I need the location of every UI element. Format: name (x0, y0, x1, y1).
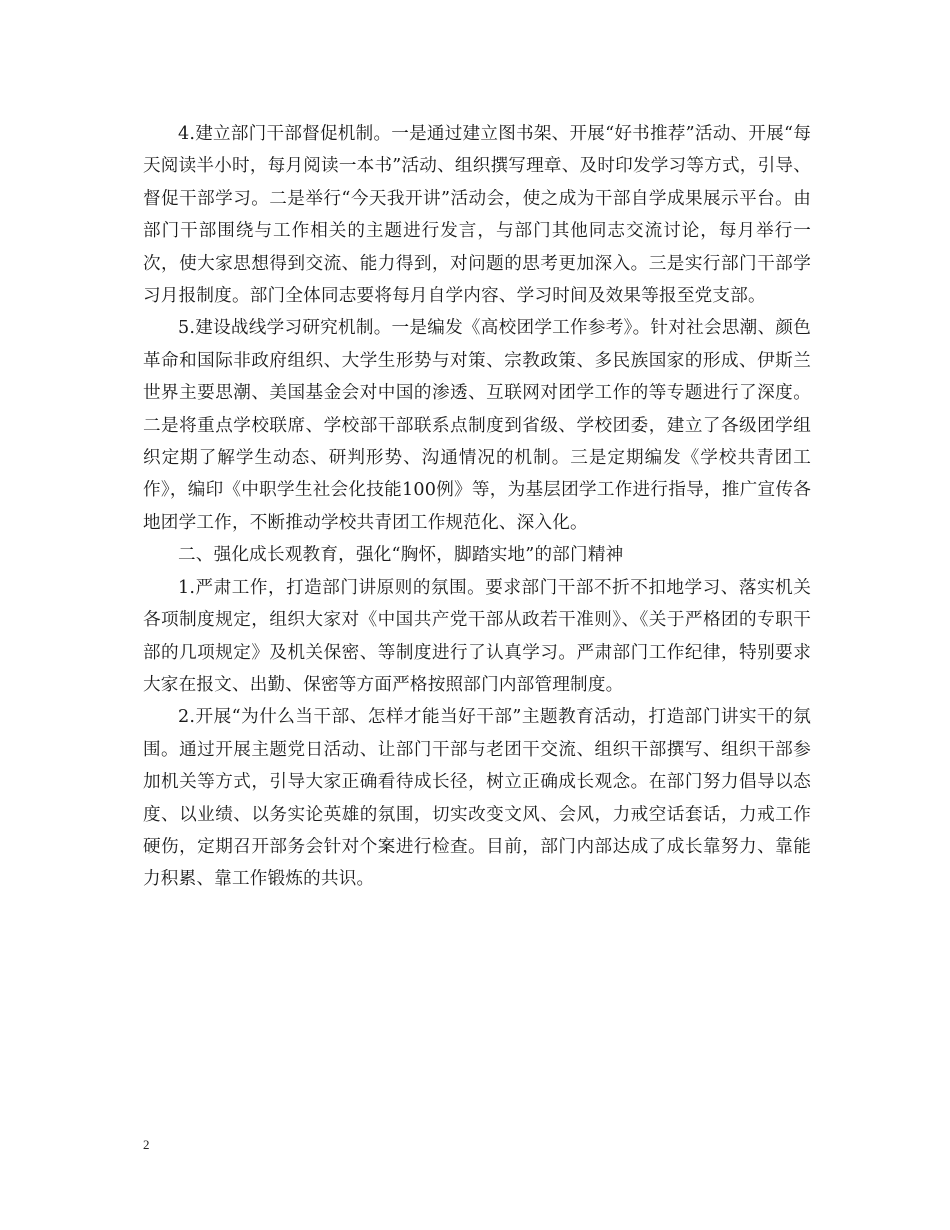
section-heading-growth-education: 二、强化成长观教育，强化“胸怀，脚踏实地”的部门精神 (178, 545, 624, 566)
document-body (143, 118, 811, 896)
paragraph-supervision-mechanism: 4.建立部门干部督促机制。一是通过建立图书架、开展“好书推荐”活动、开展“每天阅读半小时，每月阅读一本书”活动、组织撰写理章、及时印发学习等方式，引导、督促干部学习。二是举行“今天我开讲”活动会，使之成为干部自学成果展示平台。由部门干部围绕与工作相关的主题进行发言，与部门其他同志交流讨论，每月举行一次，使大家思想得到交流、能力得到，对问题的思考更加深入。三是实行部门干部学习月报制度。部门全体同志要将每月自学内容、学习时间及效果等报至党支部。 (143, 124, 811, 307)
page-number: 2 (143, 1137, 150, 1152)
paragraph-research-mechanism: 5.建设战线学习研究机制。一是编发《高校团学工作参考》。针对社会思潮、颜色革命和国际非政府组织、大学生形势与对策、宗教政策、多民族国家的形成、伊斯兰世界主要思潮、美国基金会对中国的渗透、互联网对团学工作的等专题进行了深度。二是将重点学校联席、学校部干部联系点制度到省级、学校团委，建立了各级团学组织定期了解学生动态、研判形势、沟通情况的机制。三是定期编发《学校共青团工作》，编印《中职学生社会化技能100例》等，为基层团学工作进行指导，推广宣传各地团学工作，不断推动学校共青团工作规范化、深入化。 (143, 318, 811, 533)
paragraph-strict-work: 1.严肃工作，打造部门讲原则的氛围。要求部门干部不折不扣地学习、落实机关各项制度规定，组织大家对《中国共产党干部从政若干准则》、《关于严格团的专职干部的几项规定》及机关保密、等制度进行了认真学习。严肃部门工作纪律，特别要求大家在报文、出勤、保密等方面严格按照部门内部管理制度。 (143, 577, 811, 695)
paragraph-education-activity: 2.开展“为什么当干部、怎样才能当好干部”主题教育活动，打造部门讲实干的氛围。通过开展主题党日活动、让部门干部与老团干交流、组织干部撰写、组织干部参加机关等方式，引导大家正确看待成长径，树立正确成长观念。在部门努力倡导以态度、以业绩、以务实论英雄的氛围，切实改变文风、会风，力戒空话套话，力戒工作硬伤，定期召开部务会针对个案进行检查。目前，部门内部达成了成长靠努力、靠能力积累、靠工作锻炼的共识。 (143, 707, 811, 890)
